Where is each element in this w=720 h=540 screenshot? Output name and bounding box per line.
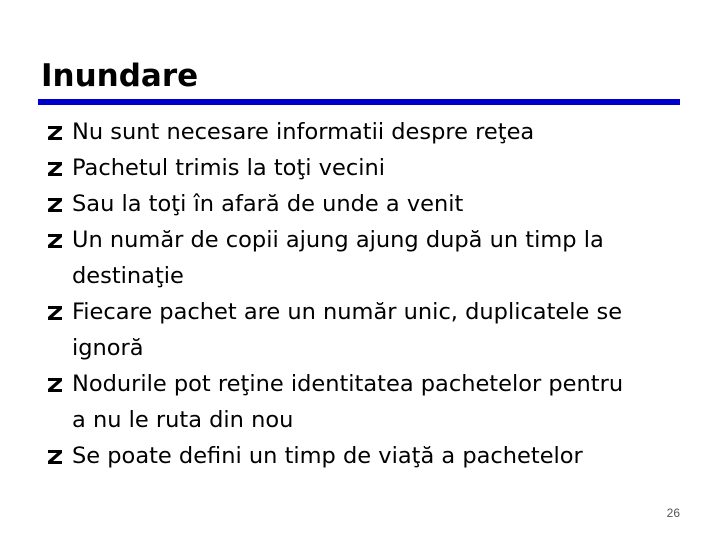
bullet-item [46,366,686,438]
bullet-text: Nu sunt necesare informatii despre reţea [72,119,535,145]
bullet-list [46,114,686,474]
bullet-text: Fiecare pachet are un număr unic, duplicatele se [72,299,623,325]
z-bullet-icon [46,448,64,466]
bullet-text: Nodurile pot reţine identitatea pachetelor pentru [72,371,624,397]
page-number: 26 [666,506,680,520]
z-bullet-icon [46,376,64,394]
bullet-text: ignoră [72,335,144,361]
z-bullet-icon [46,160,64,178]
bullet-item [46,438,686,474]
z-bullet-icon [46,196,64,214]
bullet-text: Un număr de copii ajung ajung după un timp la [72,227,604,253]
bullet-text: Se poate defini un timp de viaţă a pachetelor [72,443,583,469]
title-underline [38,99,680,105]
bullet-text: destinaţie [72,263,184,289]
z-bullet-icon [46,304,64,322]
bullet-text: Pachetul trimis la toţi vecini [72,155,385,181]
z-bullet-icon [46,124,64,142]
bullet-item [46,294,686,366]
bullet-text: Sau la toţi în afară de unde a venit [72,191,464,217]
z-bullet-icon [46,232,64,250]
bullet-item [46,150,686,186]
bullet-text: a nu le ruta din nou [72,407,294,433]
slide-title: Inundare [41,58,199,94]
bullet-item [46,186,686,222]
bullet-item [46,114,686,150]
bullet-item [46,222,686,294]
